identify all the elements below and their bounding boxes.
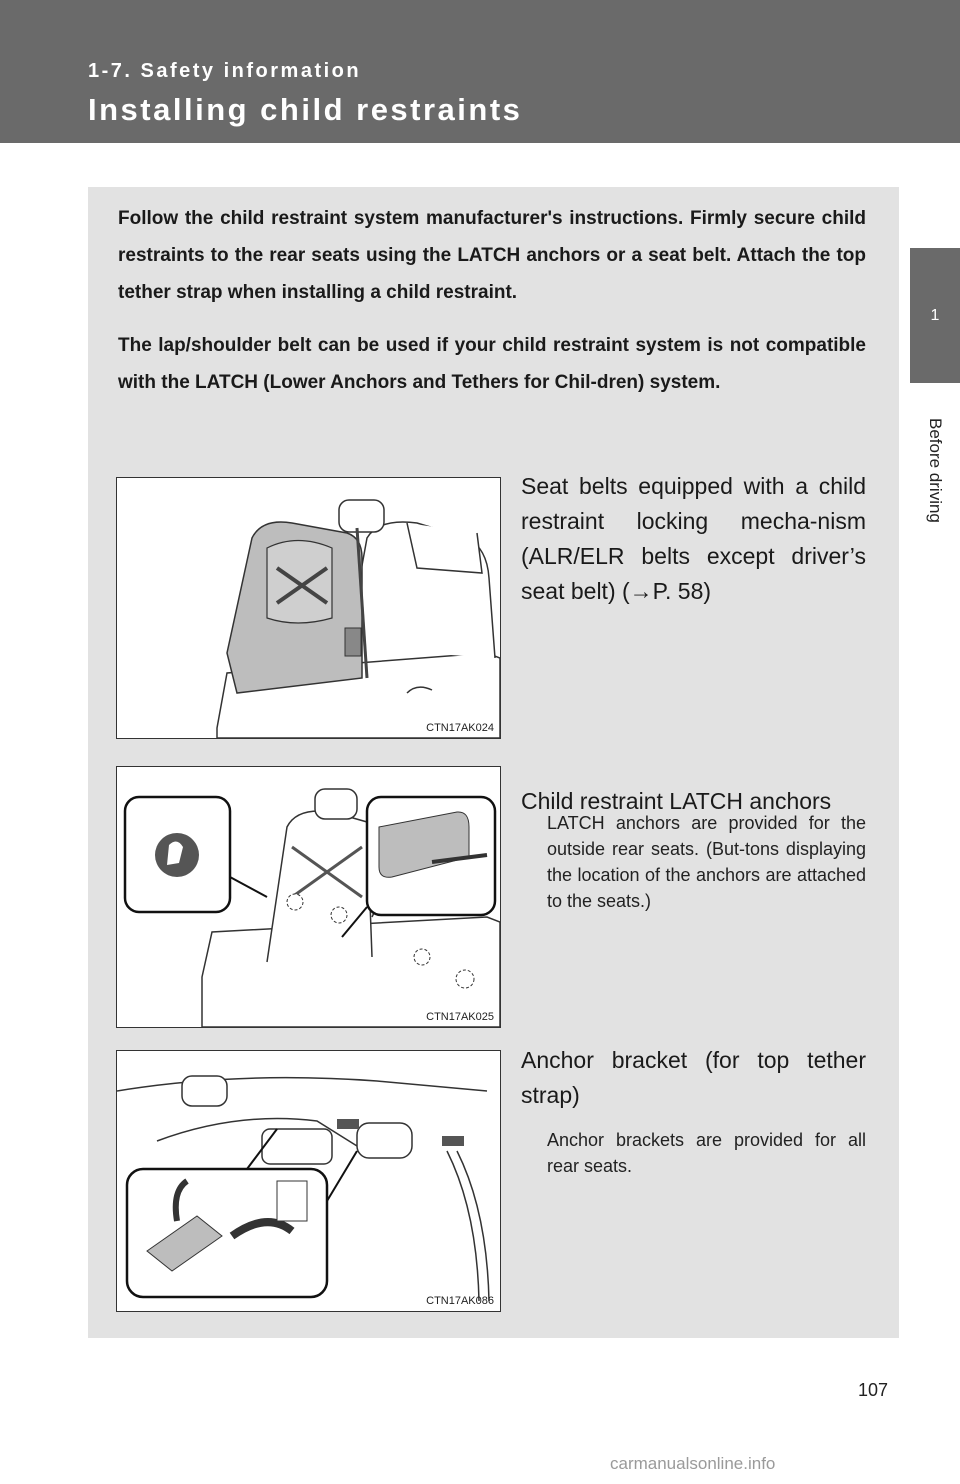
figure-code: CTN17AK086: [426, 1295, 494, 1307]
item-title-latch-anchors: Child restraint LATCH anchors: [521, 788, 832, 814]
figure-code: CTN17AK024: [426, 722, 494, 734]
item-desc-latch-anchors: LATCH anchors are provided for the outside rear seats. (But-tons displaying the location of the anchors are attached to the seats.): [547, 813, 866, 911]
figure-latch-anchors: [116, 766, 501, 1028]
figure-seat-belt-child-seat: [116, 477, 501, 739]
figure-anchor-brackets: [116, 1050, 501, 1312]
intro-paragraph-2: The lap/shoulder belt can be used if your child restraint system is not compatible with the LATCH (Lower Anchors and Tethers for Chil-dren) system.: [118, 335, 866, 393]
section-label: 1-7. Safety information: [88, 60, 362, 82]
item-title-anchor-bracket: Anchor bracket (for top tether strap): [521, 1047, 866, 1108]
latch-anchors-illustration: [117, 767, 500, 1027]
intro-text: [118, 200, 866, 417]
page-title: Installing child restraints: [88, 92, 523, 127]
page-number: 107: [858, 1380, 889, 1400]
chapter-tab-number: 1: [910, 248, 960, 383]
watermark: carmanualsonline.info: [610, 1454, 776, 1473]
item-desc-anchor-bracket: Anchor brackets are provided for all rear seats.: [547, 1130, 866, 1176]
chapter-tab-label: [910, 390, 960, 550]
figure-code: CTN17AK025: [426, 1011, 494, 1023]
chapter-tab-text: Before driving: [926, 417, 945, 523]
intro-paragraph-1: Follow the child restraint system manufacturer's instructions. Firmly secure child restraints to the rear seats using the LATCH anchors or a seat belt. Attach the top tether strap when installing a child restraint.: [118, 208, 866, 303]
item-title-seat-belts: Seat belts equipped with a child restraint locking mecha-nism (ALR/ELR belts except driver’s seat belt) (→P. 58): [521, 473, 866, 604]
page-header: [0, 0, 960, 143]
anchor-bracket-illustration: [117, 1051, 500, 1311]
child-seat-belt-illustration: [117, 478, 500, 738]
